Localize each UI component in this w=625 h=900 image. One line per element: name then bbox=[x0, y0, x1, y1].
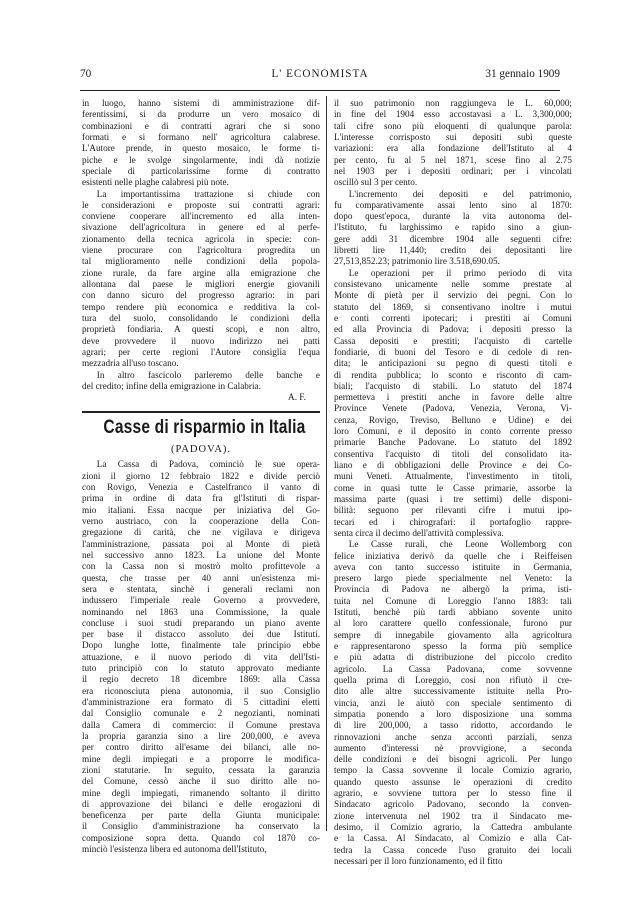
text-line: loro Comuni, e il deposito in conto corrente presso bbox=[334, 426, 572, 437]
text-line: fu comparativamente assai lento sino al 1870: bbox=[334, 199, 572, 210]
text-line: quando questo assunse le operazioni di credito bbox=[334, 776, 572, 787]
text-line: era riconosciuta piena autonomia, il suo Consiglio bbox=[82, 685, 320, 696]
text-line: Cassa depositi e prestiti; l'acquisto di cartelle bbox=[334, 335, 572, 346]
text-line: cenza, Rovigo, Treviso, Belluno e Udine) e dei bbox=[334, 414, 572, 425]
text-line: il Consiglio d'amministrazione ha conservato la bbox=[82, 821, 320, 832]
text-line: deve provvedere il nuovo indirizzo nei patti bbox=[82, 335, 320, 346]
text-line: e conti correnti ipotecari; i prestiti ai Comuni bbox=[334, 312, 572, 323]
text-line: delle condizioni e dei bisogni agricoli. Per lungo bbox=[334, 754, 572, 765]
text-line: le considerazioni e proposte sui contratti agrari: bbox=[82, 199, 320, 210]
text-line: attuazione, e il nuovo periodo di vita dell'Isti- bbox=[82, 651, 320, 662]
text-line: agrario, e sovviene tuttora per lo stesso fine il bbox=[334, 788, 572, 799]
text-line: composizione sopra detta. Quando col 1870 co- bbox=[82, 832, 320, 843]
text-line: sera e stentata, sinchè i generali reclami non bbox=[82, 583, 320, 594]
text-line: Le Casse rurali, che Leone Wollemborg con bbox=[348, 539, 572, 550]
text-line: in fine del 1904 esso accostavasi a L. 3,300,000; bbox=[334, 109, 572, 120]
text-line: d'amministrazione era formato di 5 cittadini eletti bbox=[82, 697, 320, 707]
text-line: consentiva l'acquisto di titoli del consolidato ita- bbox=[334, 448, 572, 459]
text-line: Sindacato agricolo Padovano, secondo la conven- bbox=[334, 799, 572, 810]
section-subtitle: (PADOVA). bbox=[170, 444, 232, 456]
text-line: questa, che trasse per 40 anni un'esistenza mi- bbox=[82, 572, 320, 583]
text-line: zioni statutarie. In seguito, cessata la garanzia bbox=[82, 764, 320, 775]
text-line: gregazione di carità, che ne vigilava e dirigeva bbox=[82, 527, 320, 538]
text-line: di rendita pubblica; lo sconto e risconto di cam- bbox=[334, 369, 572, 380]
text-line: speciale di particolarissime forme di contratto bbox=[82, 165, 320, 176]
text-line: variazioni: era alla fondazione dell'Istituto al 4 bbox=[334, 143, 572, 154]
text-line: senta circa il decimo dell'attività complessiva. bbox=[334, 527, 504, 538]
text-line: Provincia di Padova ne albergò la prima, isti- bbox=[334, 584, 572, 595]
text-line: liano e di obbligazioni delle Province e dei Co- bbox=[334, 460, 572, 470]
text-line: 27,513,852.23; patrimonio lire 3.518,690.05. bbox=[334, 256, 500, 267]
section-divider bbox=[82, 411, 320, 413]
text-line: tal miglioramento nelle condizioni della popola- bbox=[82, 256, 320, 267]
text-line: felice iniziativa derivò da quelle che i Reiffeisen bbox=[334, 550, 572, 561]
text-line: sempre di innegabile giovamento alla agricoltura bbox=[334, 629, 572, 640]
text-line: libretti lire 11,440; credito dei depositanti lire bbox=[334, 245, 572, 256]
text-line: viene procurare con l'agricoltura progredita un bbox=[82, 245, 320, 256]
text-line: come in quasi tutte le Casse primarie, assorbe la bbox=[334, 482, 572, 493]
text-line: dal Consiglio comunale e 2 negozianti, nominati bbox=[82, 708, 320, 719]
text-line: per contro diritto all'esame dei bilanci, alle no- bbox=[82, 742, 320, 753]
text-line: statuto del 1869, si consentivano inoltre i mutui bbox=[334, 301, 572, 312]
text-line: zione intervenuta nel 1902 tra il Sindacato me- bbox=[334, 810, 572, 821]
text-line: sivazione dell'agricoltura in genere ed al perfe- bbox=[82, 222, 320, 233]
text-line: formati e si formano nell' agricoltura calabrese. bbox=[82, 131, 320, 142]
text-line: nominando nel 1863 una Commissione, la quale bbox=[82, 606, 320, 617]
text-line: zionamento della tecnica agricola in specie: con- bbox=[82, 233, 320, 244]
text-line: desimo, il Comizio agrario, la Cattedra ambulante bbox=[334, 822, 572, 832]
text-line: Istituti, benchè più tardi abbiano sovente unito bbox=[334, 607, 572, 618]
left-column bbox=[82, 98, 320, 855]
text-line: tempo rendere più economica e redditiva la col- bbox=[82, 301, 320, 312]
text-line: oscillò sul 3 per cento. bbox=[334, 177, 418, 188]
text-line: proprietà fondiaria. A questi scopi, e non altro, bbox=[82, 324, 320, 335]
text-line: consistevano unicamente nelle somme prestate al bbox=[334, 279, 572, 289]
text-line: allontana dal paese le migliori energie giovanili bbox=[82, 279, 320, 289]
text-line: in luogo, hanno sistemi di amministrazione dif- bbox=[82, 98, 320, 108]
text-line: bilità: seguono per rilevanti cifre i mutui ipo- bbox=[334, 505, 572, 516]
text-line: ferentissimi, si da produrre un vero mosaico di bbox=[82, 109, 320, 120]
author-signature: A. F. bbox=[288, 392, 306, 403]
text-line: In altro fascicolo parleremo delle banche e bbox=[96, 369, 320, 380]
text-line: vincia, anzi le aiutò con speciale sentimento di bbox=[334, 697, 572, 708]
text-line: Province Venete (Padova, Venezia, Verona, Vi- bbox=[334, 403, 572, 414]
text-line: per cento, fu al 5 nel 1871, scese fino al 2.75 bbox=[334, 154, 572, 165]
page-header bbox=[80, 68, 560, 84]
text-line: tura del suolo, consolidando le condizioni della bbox=[82, 312, 320, 323]
text-line: Monte di pietà per il servizio dei pegni. Con lo bbox=[334, 290, 572, 301]
text-line: presero largo piede specialmente nel Veneto: la bbox=[334, 573, 572, 584]
right-body-text bbox=[334, 98, 572, 867]
text-line: agricolo. La Cassa Padovana, come sovvenne bbox=[334, 663, 572, 674]
text-line: ed alla Provincia di Padova; i depositi presso la bbox=[334, 324, 572, 335]
text-line: minciò l'esistenza libera ed autonoma dell'Istituto, bbox=[82, 844, 267, 855]
text-line: con danno sicuro del progresso agrario: in pari bbox=[82, 290, 320, 301]
text-line: primarie Banche Padovane. Lo statuto del 1892 bbox=[334, 437, 572, 448]
running-title: L' ECONOMISTA bbox=[271, 68, 369, 80]
text-line: e la Cassa. Al Sindacato, al Comizio e alla Cat- bbox=[334, 833, 572, 844]
text-line: del Comune, cessò anche il suo diritto alle no- bbox=[82, 776, 320, 787]
text-line: prima in ordine di data fra gl'Istituti di rispar- bbox=[82, 493, 320, 504]
text-line: il regio decreto 18 dicembre 1869: alla Cassa bbox=[82, 674, 320, 685]
text-line: dita; le anticipazioni su pegno di questi titoli e bbox=[334, 358, 572, 369]
text-line: quella prima di Loreggio, così non rifiutò il cre- bbox=[334, 674, 572, 685]
text-line: La importantissima trattazione si chiude con bbox=[96, 188, 320, 199]
text-line: tuto principiò con lo statuto approvato mediante bbox=[82, 663, 320, 674]
text-line: e rappresentarono spesso la forma più semplice bbox=[334, 641, 572, 651]
text-line: beneficenza per parte della Giunta municipale: bbox=[82, 810, 320, 821]
left-intro-text bbox=[82, 98, 320, 392]
text-line: mine degli impiegati e a proporre le modifica- bbox=[82, 753, 320, 764]
text-line: di lire 200,000, a tasso ridotto, accordando le bbox=[334, 720, 572, 731]
text-line: massima parte (quasi i tre settimi) delle disponi- bbox=[334, 493, 572, 504]
text-line: con Rovigo, Venezia e Castelfranco il vanto di bbox=[82, 482, 320, 493]
text-line: tecari ed i chirografari: il portafoglio rappre- bbox=[334, 516, 572, 527]
text-line: fondiarie, di buoni del Tesoro e di cedole di ren- bbox=[334, 346, 572, 357]
text-line: L'Autore prende, in questo mosaico, le forme ti- bbox=[82, 143, 320, 154]
text-line: concluse i suoi studi preparando un piano avente bbox=[82, 617, 320, 628]
section-title: Casse di risparmio in Italia bbox=[103, 417, 306, 439]
text-line: piche e le svolge singolarmente, indi dà notizie bbox=[82, 154, 320, 165]
text-line: Dopo lunghe lotte, finalmente tale principio ebbe bbox=[82, 640, 320, 651]
text-line: dito alle altre successivamente istituite nella Pro- bbox=[334, 686, 572, 697]
text-line: nel 1903 per i depositi ordinari; per i vincolati bbox=[334, 165, 572, 176]
text-line: mine degli impiegati, rimanendo soltanto il diritto bbox=[82, 787, 320, 798]
text-line: il suo patrimonio non raggiungeva le L. 60,000; bbox=[334, 98, 572, 108]
text-line: combinazioni e di contratti agrari che si sono bbox=[82, 120, 320, 131]
text-line: permetteva i prestiti anche in favore delle altre bbox=[334, 392, 572, 403]
text-line: verno austriaco, con la cooperazione della Con- bbox=[82, 516, 320, 526]
text-line: La Cassa di Padova, cominciò le sue opera- bbox=[96, 459, 320, 470]
text-line: per base il distacco assoluto dei due Istituti. bbox=[82, 629, 320, 640]
text-line: zione rurale, da fare argine alla emigrazione che bbox=[82, 267, 320, 278]
text-line: tedra la Cassa concede l'uso gratuito dei locali bbox=[334, 844, 572, 855]
text-line: l'amministrazione, passata poi al Monte di pietà bbox=[82, 538, 320, 549]
text-line: esistenti nelle plaghe calabresi più note. bbox=[82, 177, 229, 188]
text-line: biali; l'acquisto di stabili. Lo statuto del 1874 bbox=[334, 380, 572, 391]
text-line: rinnovazioni anche senza accontì parziali, senza bbox=[334, 731, 572, 742]
text-line: dopo quest'epoca, durante la vita autonoma del- bbox=[334, 211, 572, 222]
text-line: al loro carattere quello confessionale, furono pur bbox=[334, 618, 572, 629]
text-line: tali cifre sono più eloquenti di qualunque parola: bbox=[334, 120, 572, 131]
text-line: Le operazioni per il primo periodo di vita bbox=[348, 267, 572, 278]
text-line: gere addì 31 dicembre 1904 alle seguenti cifre: bbox=[334, 233, 572, 244]
left-body-text bbox=[82, 459, 320, 855]
text-line: L'interesse corrisposto sui depositi subì queste bbox=[334, 131, 572, 142]
text-line: L'incremento dei depositi e del patrimonio, bbox=[348, 188, 572, 199]
text-line: zioni il giorno 12 febbraio 1822 e divide perciò bbox=[82, 470, 320, 481]
text-line: simpatia ponendo a loro disposizione una somma bbox=[334, 708, 572, 719]
text-line: mezzadria all'uso toscano. bbox=[82, 358, 179, 369]
text-line: tempo la Cassa sovvenne il locale Comizio agrario, bbox=[334, 765, 572, 776]
text-line: e più adatta di distribuzione del piccolo credito bbox=[334, 652, 572, 663]
text-line: mio italiani. Essa nacque per iniziativa del Go- bbox=[82, 504, 320, 515]
text-line: l'Istituto, fu larghissimo e rapido sino a giun- bbox=[334, 222, 572, 233]
header-rule bbox=[80, 90, 560, 91]
text-line: aveva con tanto successo istituite in Germania, bbox=[334, 561, 572, 572]
text-line: nel successivo anno 1823. La unione del Monte bbox=[82, 549, 320, 560]
text-line: indussero l'imperiale reale Governo a provvedere, bbox=[82, 595, 320, 606]
text-line: dalla Camera di commercio: il Comune prestava bbox=[82, 719, 320, 730]
text-line: necessari per il loro funzionamento, ed il fitto bbox=[334, 855, 503, 866]
right-column bbox=[334, 98, 572, 867]
text-line: aumento d'interessi nè provvigione, a seconda bbox=[334, 742, 572, 753]
text-line: conviene cooperare all'incremento ed alla inten- bbox=[82, 211, 320, 222]
column-divider bbox=[326, 96, 327, 831]
page-number: 70 bbox=[80, 68, 92, 80]
text-line: la propria garanzia sino a lire 200,000, e aveva bbox=[82, 730, 320, 741]
text-line: muni Veneti. Attualmente, l'investimento in titoli, bbox=[334, 471, 572, 482]
text-line: del credito; infine della emigrazione in Calabria. bbox=[82, 380, 261, 391]
issue-date: 31 gennaio 1909 bbox=[485, 68, 560, 80]
text-line: con la Cassa non si mostrò molto profittevole a bbox=[82, 561, 320, 572]
text-line: di approvazione dei bilanci e delle erogazioni di bbox=[82, 798, 320, 809]
text-line: tuita nel Comune di Loreggio l'anno 1883: tali bbox=[334, 595, 572, 606]
text-line: agrari; per certe regioni l'Autore consiglia l'equa bbox=[82, 346, 320, 357]
